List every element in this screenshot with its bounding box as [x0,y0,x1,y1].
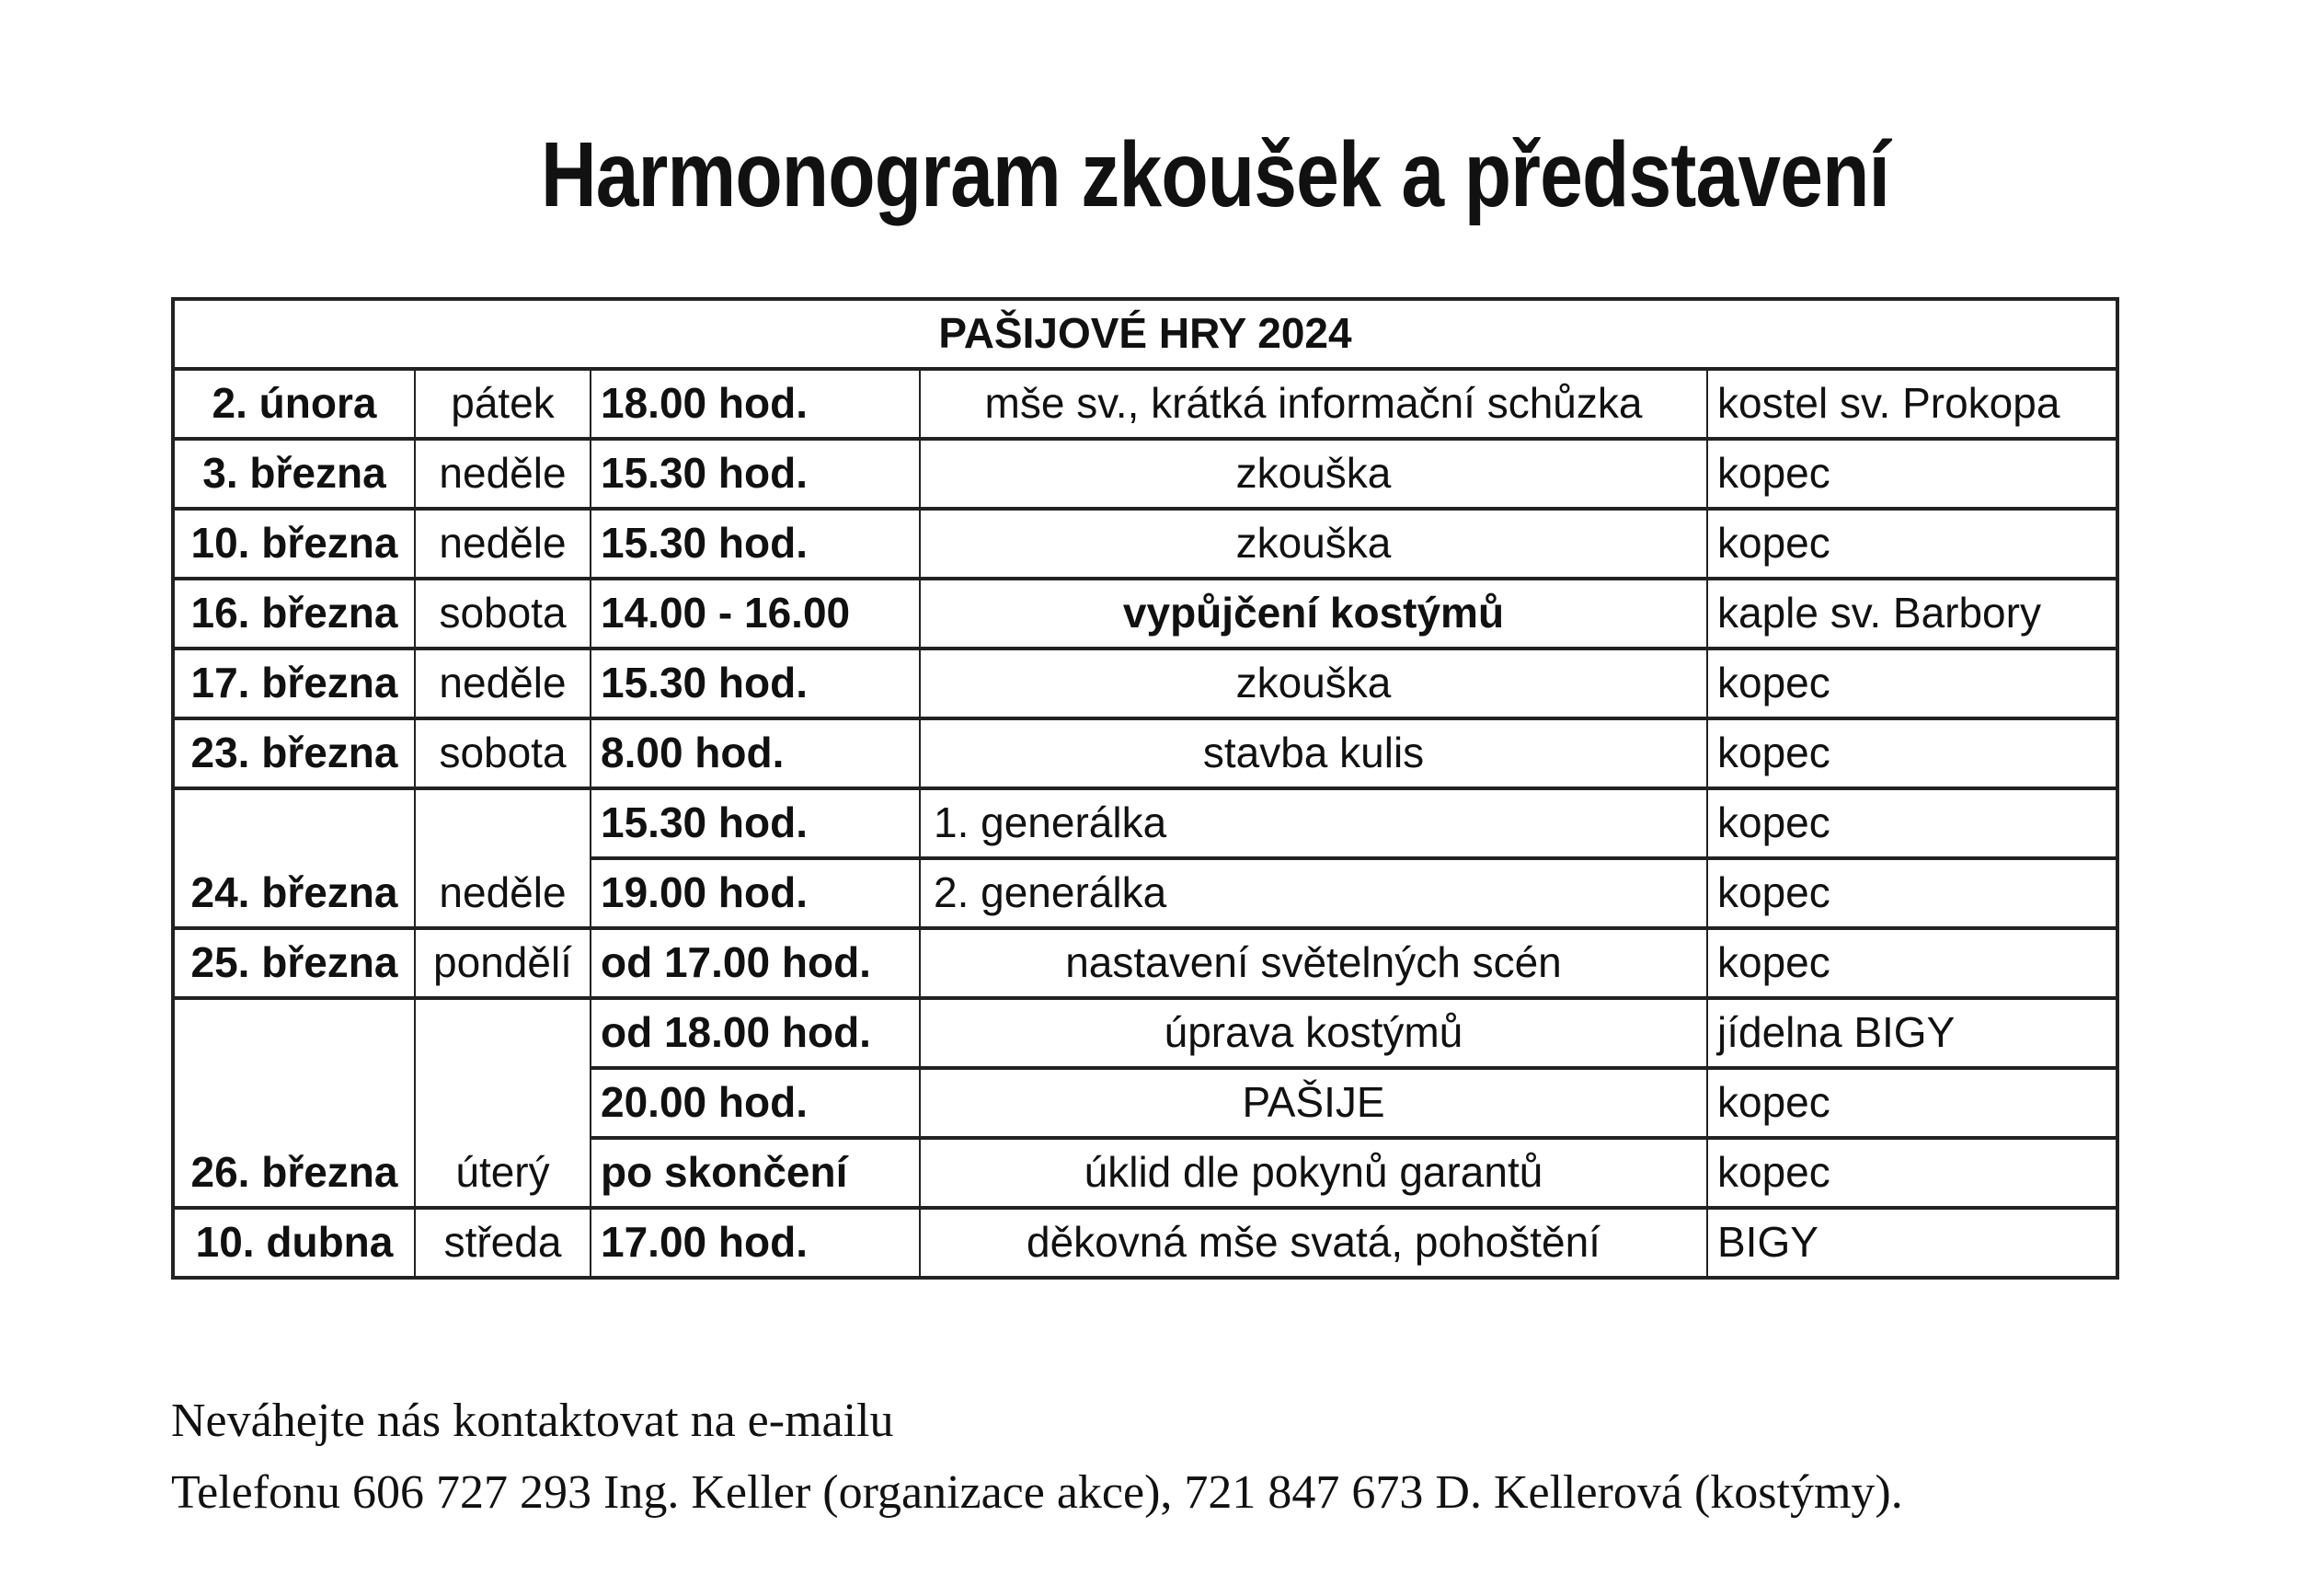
date-cell: 24. března [173,788,415,928]
day-cell: neděle [415,439,591,509]
date-cell: 26. března [173,998,415,1208]
activity-cell: zkouška [920,439,1707,509]
time-cell: 19.00 hod. [591,858,920,928]
table-title: PAŠIJOVÉ HRY 2024 [173,299,2117,369]
day-cell: středa [415,1208,591,1278]
day-cell: sobota [415,718,591,788]
time-cell: po skončení [591,1138,920,1208]
date-cell: 10. března [173,509,415,579]
table-row [173,369,2117,439]
activity-cell: děkovná mše svatá, pohoštění [920,1208,1707,1278]
table-row [173,579,2117,649]
table-row [173,1208,2117,1278]
day-cell: pondělí [415,928,591,998]
activity-cell: zkouška [920,649,1707,718]
activity-cell: úklid dle pokynů garantů [920,1138,1707,1208]
location-cell: kopec [1707,788,2117,858]
date-cell: 10. dubna [173,1208,415,1278]
table-row [173,788,2117,858]
time-cell: 15.30 hod. [591,788,920,858]
date-cell: 3. března [173,439,415,509]
activity-cell: stavba kulis [920,718,1707,788]
time-cell: od 18.00 hod. [591,998,920,1068]
date-cell: 2. února [173,369,415,439]
location-cell: BIGY [1707,1208,2117,1278]
activity-cell: mše sv., krátká informační schůzka [920,369,1707,439]
day-cell: sobota [415,579,591,649]
activity-cell: vypůjčení kostýmů [920,579,1707,649]
table-row [173,928,2117,998]
date-cell: 16. března [173,579,415,649]
location-cell: kopec [1707,858,2117,928]
location-cell: kopec [1707,1068,2117,1138]
table-header-row [173,299,2117,369]
contact-note-line2: Telefonu 606 727 293 Ing. Keller (organizace akce), 721 847 673 D. Kellerová (kostýmy). [171,1466,1903,1519]
schedule-table [171,297,2119,1280]
activity-cell: nastavení světelných scén [920,928,1707,998]
contact-note-line1: Neváhejte nás kontaktovat na e-mailu [171,1395,894,1447]
date-cell: 25. března [173,928,415,998]
location-cell: kopec [1707,509,2117,579]
day-cell: úterý [415,998,591,1208]
time-cell: 14.00 - 16.00 [591,579,920,649]
table-row [173,998,2117,1068]
location-cell: kopec [1707,928,2117,998]
location-cell: kopec [1707,649,2117,718]
time-cell: 18.00 hod. [591,369,920,439]
page-title: Harmonogram zkoušek a představení [540,123,1890,226]
day-cell: neděle [415,509,591,579]
location-cell: jídelna BIGY [1707,998,2117,1068]
time-cell: 15.30 hod. [591,649,920,718]
time-cell: 8.00 hod. [591,718,920,788]
location-cell: kopec [1707,1138,2117,1208]
table-row [173,509,2117,579]
contact-note [171,1385,1903,1529]
table-row [173,649,2117,718]
date-cell: 23. března [173,718,415,788]
time-cell: od 17.00 hod. [591,928,920,998]
time-cell: 15.30 hod. [591,439,920,509]
activity-cell: 1. generálka [920,788,1707,858]
day-cell: neděle [415,649,591,718]
location-cell: kopec [1707,439,2117,509]
time-cell: 20.00 hod. [591,1068,920,1138]
date-cell: 17. března [173,649,415,718]
activity-cell: úprava kostýmů [920,998,1707,1068]
activity-cell: PAŠIJE [920,1068,1707,1138]
activity-cell: 2. generálka [920,858,1707,928]
table-row [173,718,2117,788]
time-cell: 17.00 hod. [591,1208,920,1278]
table-row [173,439,2117,509]
location-cell: kostel sv. Prokopa [1707,369,2117,439]
location-cell: kaple sv. Barbory [1707,579,2117,649]
time-cell: 15.30 hod. [591,509,920,579]
location-cell: kopec [1707,718,2117,788]
day-cell: pátek [415,369,591,439]
activity-cell: zkouška [920,509,1707,579]
day-cell: neděle [415,788,591,928]
